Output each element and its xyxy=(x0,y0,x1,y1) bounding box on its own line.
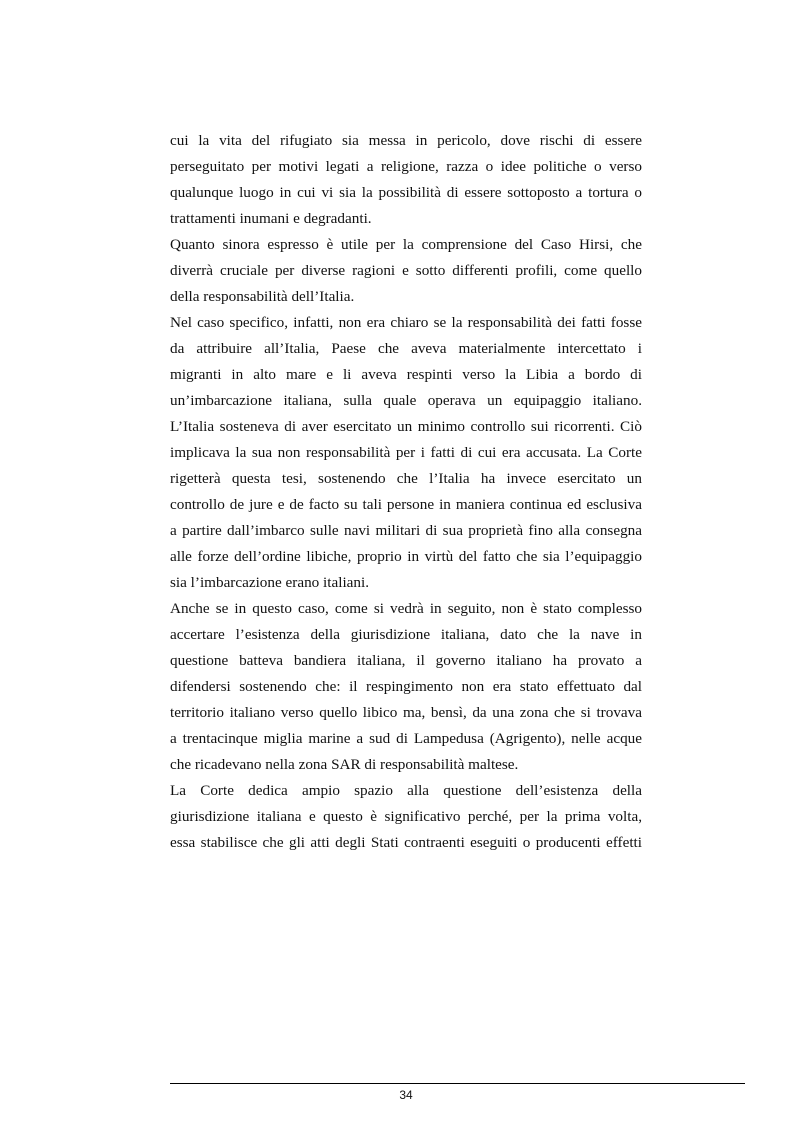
text-line: implicava la sua non responsabilità per i fatti di cui era accusata. La Corte xyxy=(170,444,642,461)
text-line: controllo de jure e de facto su tali persone in maniera continua ed esclusiva xyxy=(170,496,642,513)
text-line: trattamenti inumani e degradanti. xyxy=(170,210,372,227)
text-line: difendersi sostenendo che: il respingimento non era stato effettuato dal xyxy=(170,678,642,695)
text-line: accertare l’esistenza della giurisdizione italiana, dato che la nave in xyxy=(170,626,642,643)
text-line: che ricadevano nella zona SAR di responsabilità maltese. xyxy=(170,756,519,773)
text-line: migranti in alto mare e li aveva respinti verso la Libia a bordo di xyxy=(170,366,642,383)
text-line: Anche se in questo caso, come si vedrà in seguito, non è stato complesso xyxy=(170,600,642,617)
text-line: essa stabilisce che gli atti degli Stati contraenti eseguiti o producenti effetti xyxy=(170,834,642,851)
text-line: rigetterà questa tesi, sostenendo che l’Italia ha invece esercitato un xyxy=(170,470,642,487)
text-line: della responsabilità dell’Italia. xyxy=(170,288,355,305)
text-line: L’Italia sosteneva di aver esercitato un minimo controllo sui ricorrenti. Ciò xyxy=(170,418,642,435)
body-text xyxy=(170,128,642,856)
text-line: qualunque luogo in cui vi sia la possibilità di essere sottoposto a tortura o xyxy=(170,184,642,201)
text-line: diverrà cruciale per diverse ragioni e sotto differenti profili, come quello xyxy=(170,262,642,279)
text-line: alle forze dell’ordine libiche, proprio in virtù del fatto che sia l’equipaggio xyxy=(170,548,642,565)
text-line: a trentacinque miglia marine a sud di Lampedusa (Agrigento), nelle acque xyxy=(170,730,642,747)
text-line: perseguitato per motivi legati a religione, razza o idee politiche o verso xyxy=(170,158,642,175)
text-line: territorio italiano verso quello libico ma, bensì, da una zona che si trovava xyxy=(170,704,642,721)
text-line: sia l’imbarcazione erano italiani. xyxy=(170,574,370,591)
page-number: 34 xyxy=(399,1088,413,1102)
text-line: questione batteva bandiera italiana, il governo italiano ha provato a xyxy=(170,652,642,669)
text-line: da attribuire all’Italia, Paese che aveva materialmente intercettato i xyxy=(170,340,642,357)
footer-divider xyxy=(170,1083,745,1084)
text-line: Quanto sinora espresso è utile per la comprensione del Caso Hirsi, che xyxy=(170,236,642,253)
text-line: cui la vita del rifugiato sia messa in pericolo, dove rischi di essere xyxy=(170,132,642,149)
text-line: un’imbarcazione italiana, sulla quale operava un equipaggio italiano. xyxy=(170,392,642,409)
text-line: Nel caso specifico, infatti, non era chiaro se la responsabilità dei fatti fosse xyxy=(170,314,642,331)
text-line: giurisdizione italiana e questo è significativo perché, per la prima volta, xyxy=(170,808,642,825)
text-line: La Corte dedica ampio spazio alla questione dell’esistenza della xyxy=(170,782,642,799)
text-line: a partire dall’imbarco sulle navi militari di sua proprietà fino alla consegna xyxy=(170,522,642,539)
